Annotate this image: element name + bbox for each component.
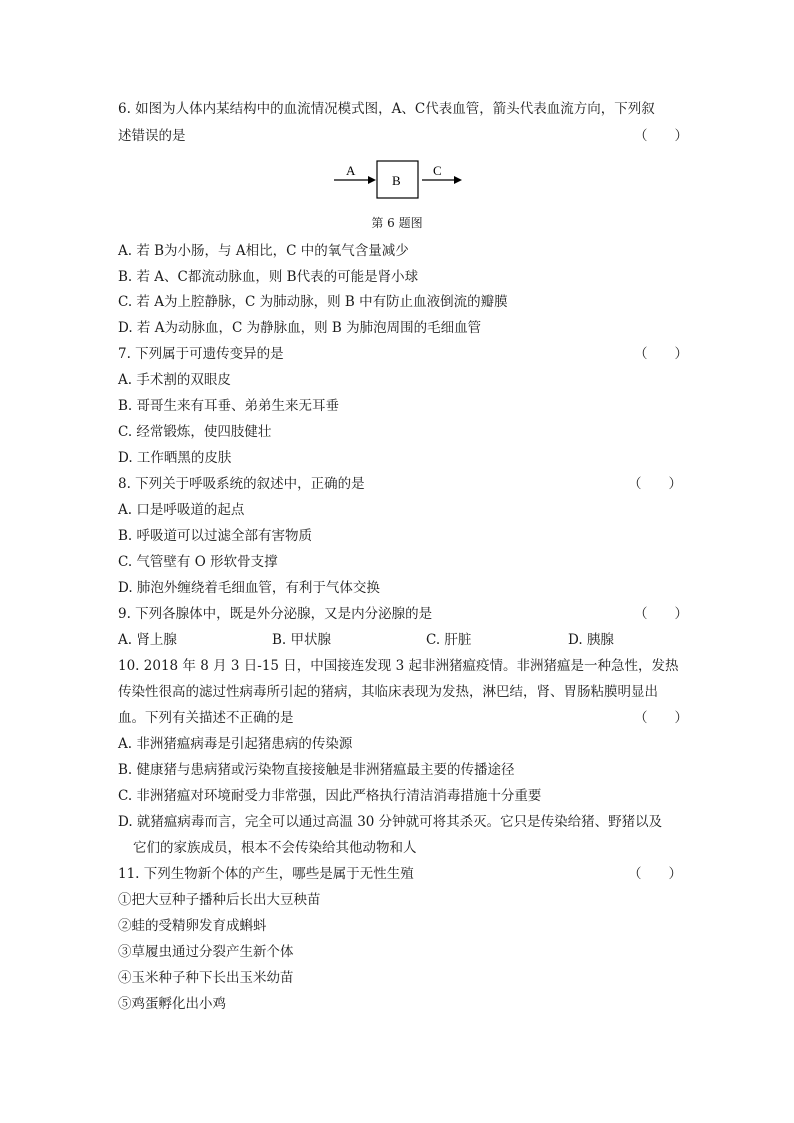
q6-option-b: B. 若 A、C都流动脉血，则 B代表的可能是肾小球: [118, 269, 419, 285]
q7-option-c: C. 经常锻炼，使四肢健壮: [118, 424, 272, 440]
q11-item-3: ③草履虫通过分裂产生新个体: [118, 944, 294, 960]
q9-option-c: C. 肝脏: [426, 632, 472, 648]
arrow-c-head: [454, 176, 462, 184]
q10-option-a: A. 非洲猪瘟病毒是引起猪患病的传染源: [118, 736, 353, 752]
q8-option-c: C. 气管壁有 O 形软骨支撑: [118, 554, 278, 570]
q9-option-d: D. 胰腺: [568, 632, 614, 648]
answer-bracket: （ ）: [628, 866, 682, 882]
q11-item-2: ②蛙的受精卵发育成蝌蚪: [118, 918, 267, 934]
q6-stem-line2: 述错误的是 （ ）: [118, 128, 688, 144]
q10-stem-line2: 传染性很高的滤过性病毒所引起的猪病，其临床表现为发热，淋巴结，肾、胃肠粘膜明显出: [118, 684, 658, 700]
q11-stem: 11. 下列生物新个体的产生，哪些是属于无性生殖 （ ）: [118, 866, 682, 882]
label-b: B: [392, 173, 401, 188]
answer-bracket: （ ）: [634, 710, 688, 726]
q7-option-b: B. 哥哥生来有耳垂、弟弟生来无耳垂: [118, 398, 340, 414]
q9-option-b: B. 甲状腺: [272, 632, 332, 648]
q8-option-b: B. 呼吸道可以过滤全部有害物质: [118, 528, 313, 544]
figure-caption: 第 6 题图: [371, 216, 423, 230]
q10-option-d-continued: 它们的家族成员，根本不会传染给其他动物和人: [133, 840, 417, 856]
blood-flow-diagram: [334, 160, 464, 200]
q9-options-row: [118, 630, 678, 650]
q7-stem: 7. 下列属于可遗传变异的是 （ ）: [118, 346, 688, 362]
q6-stem-line1: 6. 如图为人体内某结构中的血流情况模式图，A、C代表血管，箭头代表血流方向，下列叙: [118, 101, 655, 117]
arrow-a-head: [368, 176, 376, 184]
q8-stem: 8. 下列关于呼吸系统的叙述中，正确的是 （ ）: [118, 476, 682, 492]
q8-option-d: D. 肺泡外缠绕着毛细血管，有利于气体交换: [118, 580, 380, 596]
answer-bracket: （ ）: [634, 346, 688, 362]
q7-option-d: D. 工作晒黑的皮肤: [118, 450, 232, 466]
q8-option-a: A. 口是呼吸道的起点: [118, 502, 245, 518]
q6-option-c: C. 若 A为上腔静脉，C 为肺动脉，则 B 中有防止血液倒流的瓣膜: [118, 294, 508, 310]
q6-option-d: D. 若 A为动脉血，C 为静脉血，则 B 为肺泡周围的毛细血管: [118, 320, 482, 336]
answer-bracket: （ ）: [634, 606, 688, 622]
q10-stem-line3: 血。下列有关描述不正确的是 （ ）: [118, 710, 688, 726]
q10-option-c: C. 非洲猪瘟对环境耐受力非常强，因此严格执行清洁消毒措施十分重要: [118, 788, 542, 804]
q11-item-5: ⑤鸡蛋孵化出小鸡: [118, 996, 226, 1012]
q11-item-1: ①把大豆种子播种后长出大豆秧苗: [118, 892, 321, 908]
q10-option-b: B. 健康猪与患病猪或污染物直接接触是非洲猪瘟最主要的传播途径: [118, 762, 515, 778]
q7-option-a: A. 手术割的双眼皮: [118, 372, 231, 388]
q11-item-4: ④玉米种子种下长出玉米幼苗: [118, 970, 294, 986]
q9-option-a: A. 肾上腺: [118, 632, 177, 648]
q9-stem: 9. 下列各腺体中，既是外分泌腺，又是内分泌腺的是 （ ）: [118, 606, 688, 622]
answer-bracket: （ ）: [634, 128, 688, 144]
answer-bracket: （ ）: [628, 476, 682, 492]
q6-option-a: A. 若 B为小肠，与 A相比，C 中的氧气含量减少: [118, 243, 409, 259]
label-c: C: [433, 163, 442, 178]
label-a: A: [346, 163, 356, 178]
q10-stem-line1: 10. 2018 年 8 月 3 日-15 日，中国接连发现 3 起非洲猪瘟疫情。非洲猪瘟是一种急性，发热: [118, 658, 679, 674]
q10-option-d: D. 就猪瘟病毒而言，完全可以通过高温 30 分钟就可将其杀灭。它只是传染给猪、野猪以及: [118, 814, 663, 830]
